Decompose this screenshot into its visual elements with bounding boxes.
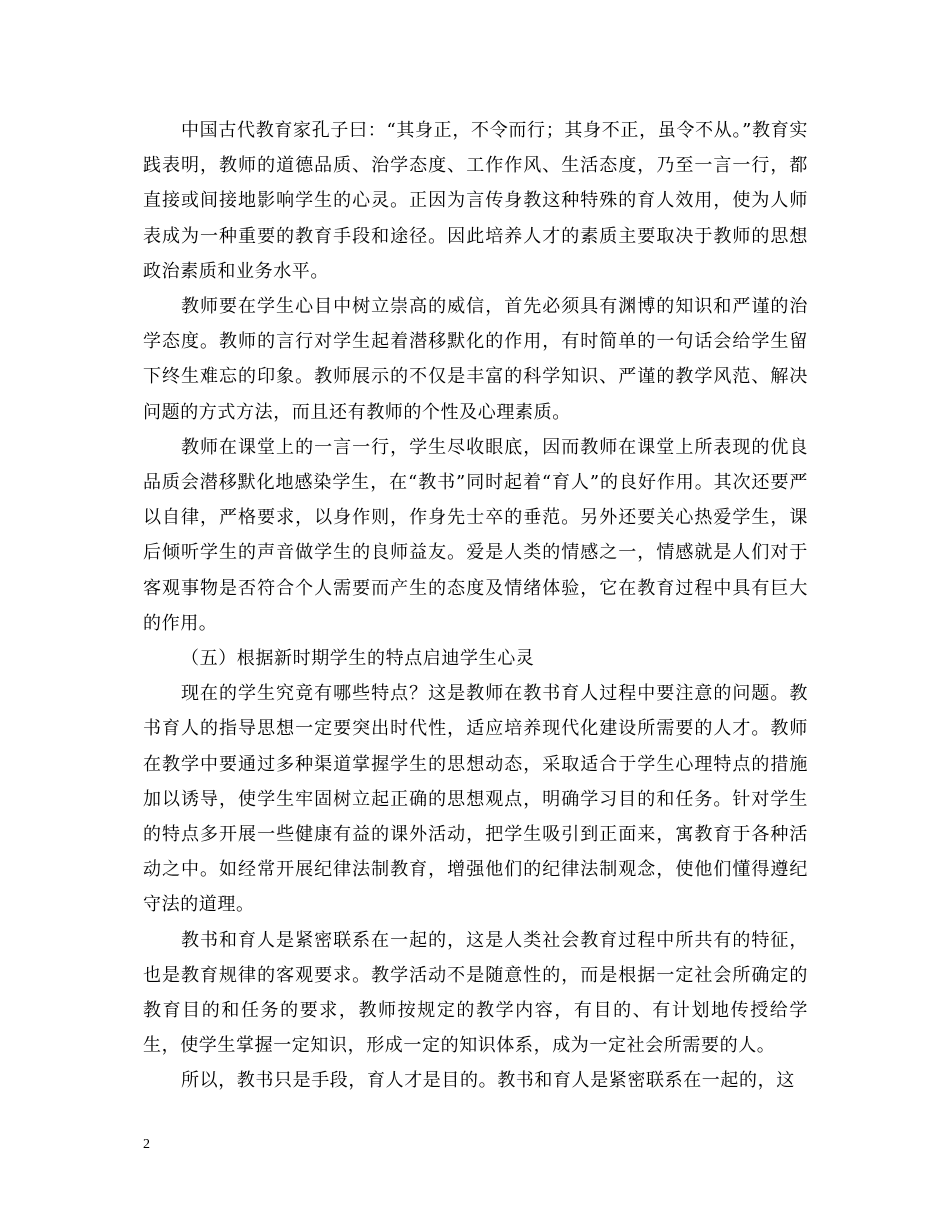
paragraph-classroom-conduct: 教师在课堂上的一言一行，学生尽收眼底，因而教师在课堂上所表现的优良品质会潜移默化地感染学生，在“教书”同时起着“育人”的良好作用。其次还要严以自律，严格要求，以身作则，作身先士卒的垂范。另外还要关心热爱学生，课后倾听学生的声音做学生的良师益友。爱是人类的情感之一，情感就是人们对于客观事物是否符合个人需要而产生的态度及情绪体验，它在教育过程中具有巨大的作用。 <box>143 436 808 634</box>
paragraph-teacher-prestige: 教师要在学生心目中树立崇高的威信，首先必须具有渊博的知识和严谨的治学态度。教师的言行对学生起着潜移默化的作用，有时简单的一句话会给学生留下终生难忘的印象。教师展示的不仅是丰富的科学知识、严谨的教学风范、解决问题的方式方法，而且还有教师的个性及心理素质。 <box>143 296 808 423</box>
page-number: 2 <box>143 1137 150 1152</box>
paragraph-student-characteristics: 现在的学生究竟有哪些特点？这是教师在教书育人过程中要注意的问题。教书育人的指导思想一定要突出时代性，适应培养现代化建设所需要的人才。教师在教学中要通过多种渠道掌握学生的思想动态，采取适合于学生心理特点的措施加以诱导，使学生牢固树立起正确的思想观点，明确学习目的和任务。针对学生的特点多开展一些健康有益的课外活动，把学生吸引到正面来，寓教育于各种活动之中。如经常开展纪律法制教育，增强他们的纪律法制观念，使他们懂得遵纪守法的道理。 <box>143 683 808 916</box>
paragraph-teaching-and-educating: 教书和育人是紧密联系在一起的，这是人类社会教育过程中所共有的特征，也是教育规律的客观要求。教学活动不是随意性的，而是根据一定社会所确定的教育目的和任务的要求，教师按规定的教学内容，有目的、有计划地传授给学生，使学生掌握一定知识，形成一定的知识体系，成为一定社会所需要的人。 <box>143 929 808 1057</box>
section-heading-five: （五）根据新时期学生的特点启迪学生心灵 <box>181 648 535 670</box>
document-body <box>143 113 808 1099</box>
paragraph-teaching-is-means: 所以，教书只是手段，育人才是目的。教书和育人是紧密联系在一起的，这 <box>181 1070 795 1092</box>
paragraph-confucius-quote: 中国古代教育家孔子曰：“其身正，不令而行；其身不正，虽令不从。”教育实践表明，教师的道德品质、治学态度、工作作风、生活态度，乃至一言一行，都直接或间接地影响学生的心灵。正因为言传身教这种特殊的育人效用，使为人师表成为一种重要的教育手段和途径。因此培养人才的素质主要取决于教师的思想政治素质和业务水平。 <box>143 120 808 282</box>
